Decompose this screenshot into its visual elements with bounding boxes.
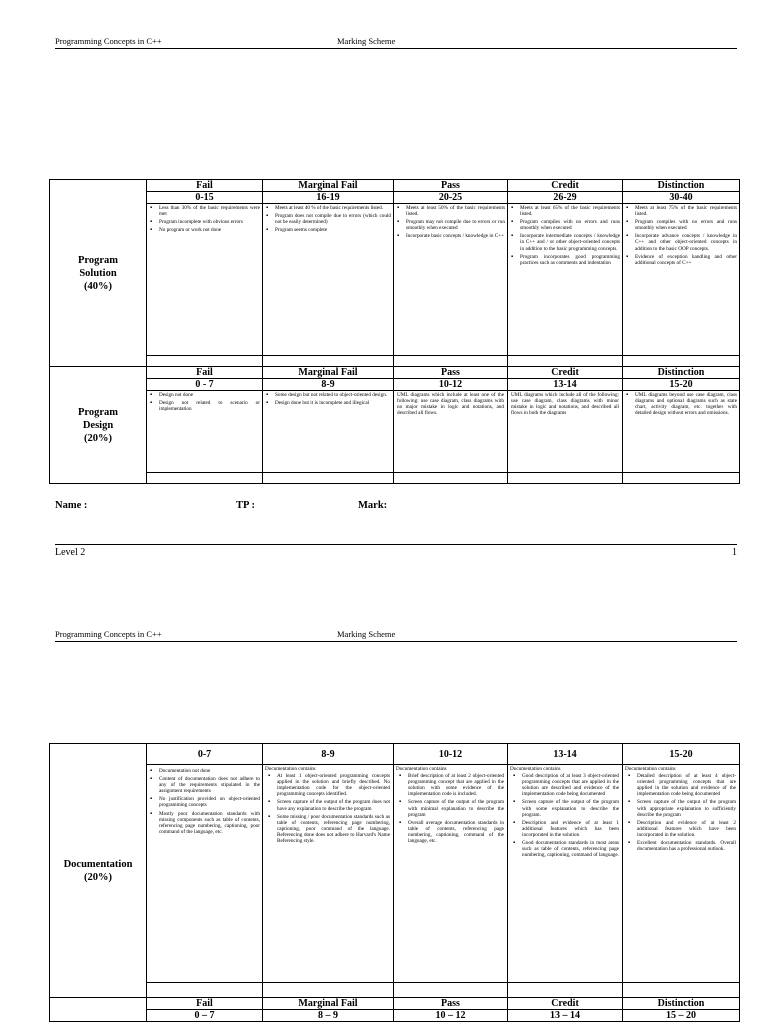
rubric-table-page2 xyxy=(49,743,740,1022)
footer-page-number: 1 xyxy=(732,547,737,558)
doc-pass-cell: Documentation contains ▪ Brief description of at least 2 object-oriented programming concept that are applied in the solution with some evidence of the implementation code is included. ▪ Screen capture of the output of the program with minimal explanation to describe the program ▪ Overall average documentation standards in table of contents, referencing page numbering, captioning, command of the language, etc. xyxy=(394,765,508,983)
doc-distinction-cell: Documentation contains ▪ Detailed description of at least 4 object-oriented programming concepts that are applied in the solution and evidence of the implementation code being documented ▪ Screen capture of the output of the program with appropriate explanation to sufficiently describe the program ▪ Description and evidence of at least 2 additional features which have been incorporated in the solution. ▪ Excellent documentation standards. Overall documentation has a professional outlook. xyxy=(623,765,740,983)
doc-range-credit: 13-14 xyxy=(508,744,623,765)
design-range-credit: 13-14 xyxy=(508,379,623,391)
range-credit: 26-29 xyxy=(508,192,623,204)
design-range-row xyxy=(50,379,740,391)
design-range-pass: 10-12 xyxy=(394,379,508,391)
header-doc-title: Marking Scheme xyxy=(337,629,396,639)
footer-level: Level 2 xyxy=(55,547,86,558)
bottom-range-distinction: 15 – 20 xyxy=(623,1010,740,1022)
design-grade-row xyxy=(50,367,740,379)
program-design-label: Program Design (20%) xyxy=(50,367,147,484)
grade-pass: Pass xyxy=(394,180,508,192)
design-grade-fail: Fail xyxy=(147,367,263,379)
rubric-table-page1 xyxy=(49,179,740,484)
doc-marginal-cell: Documentation contains ▪ At least 1 object-oriented programming concepts applied in the solution and briefly described. No implementation code for the object-oriented programming concepts identified. ▪ Screen capture of the output of the program does not have any explanation to describe the program ▪ Some missing / poor documentation standards such as table of contents, referencing page numbering, captioning, poor command of the language. Referencing done does not adhere to Harvard's Name Referencing style. xyxy=(263,765,394,983)
header-doc-title: Marking Scheme xyxy=(337,36,396,46)
grade-distinction: Distinction xyxy=(623,180,740,192)
design-grade-pass: Pass xyxy=(394,367,508,379)
bottom-range-fail: 0 – 7 xyxy=(147,1010,263,1022)
page1-footer xyxy=(55,544,737,558)
doc-empty-row xyxy=(50,983,740,998)
page2-header xyxy=(55,629,737,642)
range-marginal-fail: 16-19 xyxy=(263,192,394,204)
bottom-grade-credit: Credit xyxy=(508,998,623,1010)
header-course-title: Programming Concepts in C++ xyxy=(55,36,162,46)
grade-header-row xyxy=(50,180,740,192)
bottom-grade-pass: Pass xyxy=(394,998,508,1010)
bottom-grade-marginal: Marginal Fail xyxy=(263,998,394,1010)
design-pass-cell: UML diagrams which include at least one of the following: use case diagram, class diagrams with no major mistake in logic and notations, and described all flows. xyxy=(394,391,508,473)
doc-range-marginal: 8-9 xyxy=(263,744,394,765)
design-fail-cell: ▪ Design not done ▪ Design not related to scenario or implementation xyxy=(147,391,263,473)
grade-credit: Credit xyxy=(508,180,623,192)
bottom-range-marginal: 8 – 9 xyxy=(263,1010,394,1022)
design-range-marginal: 8-9 xyxy=(263,379,394,391)
range-pass: 20-25 xyxy=(394,192,508,204)
design-distinction-cell: ▪ UML diagrams beyond use case diagram, class diagrams and optional diagrams such as state chart, activity diagram, etc. together with detailed design without errors and omissions. xyxy=(623,391,740,473)
tp-label: TP : xyxy=(236,500,255,511)
bottom-grade-fail: Fail xyxy=(147,998,263,1010)
design-range-distinction: 15-20 xyxy=(623,379,740,391)
solution-marginal-cell: ▪ Meets at least 40 % of the basic requirements listed. ▪ Program does not compile due to errors (which could not be easily determined) ▪ Program seems complete xyxy=(263,204,394,356)
name-label: Name : xyxy=(55,500,88,511)
mark-label: Mark: xyxy=(358,500,388,511)
doc-criteria-row xyxy=(50,765,740,983)
solution-pass-cell: ▪ Meets at least 50% of the basic requirements listed. ▪ Program may not compile due to errors or run smoothly when executed ▪ Incorporate basic concepts / knowledge in C++ xyxy=(394,204,508,356)
design-marginal-cell: ▪ Some design but not related to object-oriented design. ▪ Design done but it is incomplete and illegical xyxy=(263,391,394,473)
range-fail: 0-15 xyxy=(147,192,263,204)
design-range-fail: 0 - 7 xyxy=(147,379,263,391)
grade-fail: Fail xyxy=(147,180,263,192)
bottom-range-pass: 10 – 12 xyxy=(394,1010,508,1022)
bottom-grade-distinction: Distinction xyxy=(623,998,740,1010)
bottom-grade-row xyxy=(50,998,740,1010)
bottom-range-row xyxy=(50,1010,740,1022)
header-course-title: Programming Concepts in C++ xyxy=(55,629,162,639)
design-grade-credit: Credit xyxy=(508,367,623,379)
solution-empty-row xyxy=(50,356,740,367)
solution-criteria-row xyxy=(50,204,740,356)
program-solution-label: Program Solution (40%) xyxy=(50,180,147,367)
range-distinction: 30-40 xyxy=(623,192,740,204)
page1-header xyxy=(55,36,737,49)
solution-credit-cell: ▪ Meets at least 65% of the basic requirements listed. ▪ Program compiles with no errors and runs smoothly when executed ▪ Incorporate intermediate concepts / knowledge in C++ and / or other object-oriented concepts in addition to the basic programming concepts. ▪ Program incorporates good programming practices such as comments and indentation xyxy=(508,204,623,356)
doc-credit-cell: Documentation contains ▪ Good description of at least 3 object-oriented programming concepts that are applied in the solution are described and evidence of the implementation code being documented ▪ Screen capture of the output of the program with some explanation to describe the program. ▪ Description and evidence of at least 1 additional features which has been incorporated in the solution ▪ Good documentation standards in most areas such as table of contents, referencing page numbering, captioning, command of language. xyxy=(508,765,623,983)
doc-range-fail: 0-7 xyxy=(147,744,263,765)
solution-distinction-cell: ▪ Meets at least 75% of the basic requirements listed. ▪ Program compiles with no errors and runs smoothly when executed ▪ Incorporate advance concepts / knowledge in C++ and other object-oriented concepts in addition to the basic OOP concepts. ▪ Evidence of exception handling and other additional concepts of C++ xyxy=(623,204,740,356)
doc-range-distinction: 15-20 xyxy=(623,744,740,765)
bottom-range-credit: 13 – 14 xyxy=(508,1010,623,1022)
design-criteria-row xyxy=(50,391,740,473)
design-grade-distinction: Distinction xyxy=(623,367,740,379)
solution-fail-cell: ▪ Less than 30% of the basic requirements were met ▪ Program incomplete with obvious errors ▪ No program or work not done xyxy=(147,204,263,356)
design-credit-cell: UML diagrams which include all of the following: use case diagram, class diagrams with minor mistake in logic and notations, and described all flows in both the diagrams xyxy=(508,391,623,473)
design-empty-row xyxy=(50,473,740,484)
documentation-label: Documentation (20%) xyxy=(50,744,147,998)
doc-range-row xyxy=(50,744,740,765)
doc-range-pass: 10-12 xyxy=(394,744,508,765)
range-row xyxy=(50,192,740,204)
doc-fail-cell: ▪ Documentation not done ▪ Content of documentation does not adhere to any of the requirements stipulated in the assignment requirements ▪ No justification provided on object-oriented programming concepts ▪ Mostly poor documentation standards with missing components such as table of contents, referencing page numbering, captioning, poor command of the language, etc. xyxy=(147,765,263,983)
design-grade-marginal: Marginal Fail xyxy=(263,367,394,379)
grade-marginal-fail: Marginal Fail xyxy=(263,180,394,192)
